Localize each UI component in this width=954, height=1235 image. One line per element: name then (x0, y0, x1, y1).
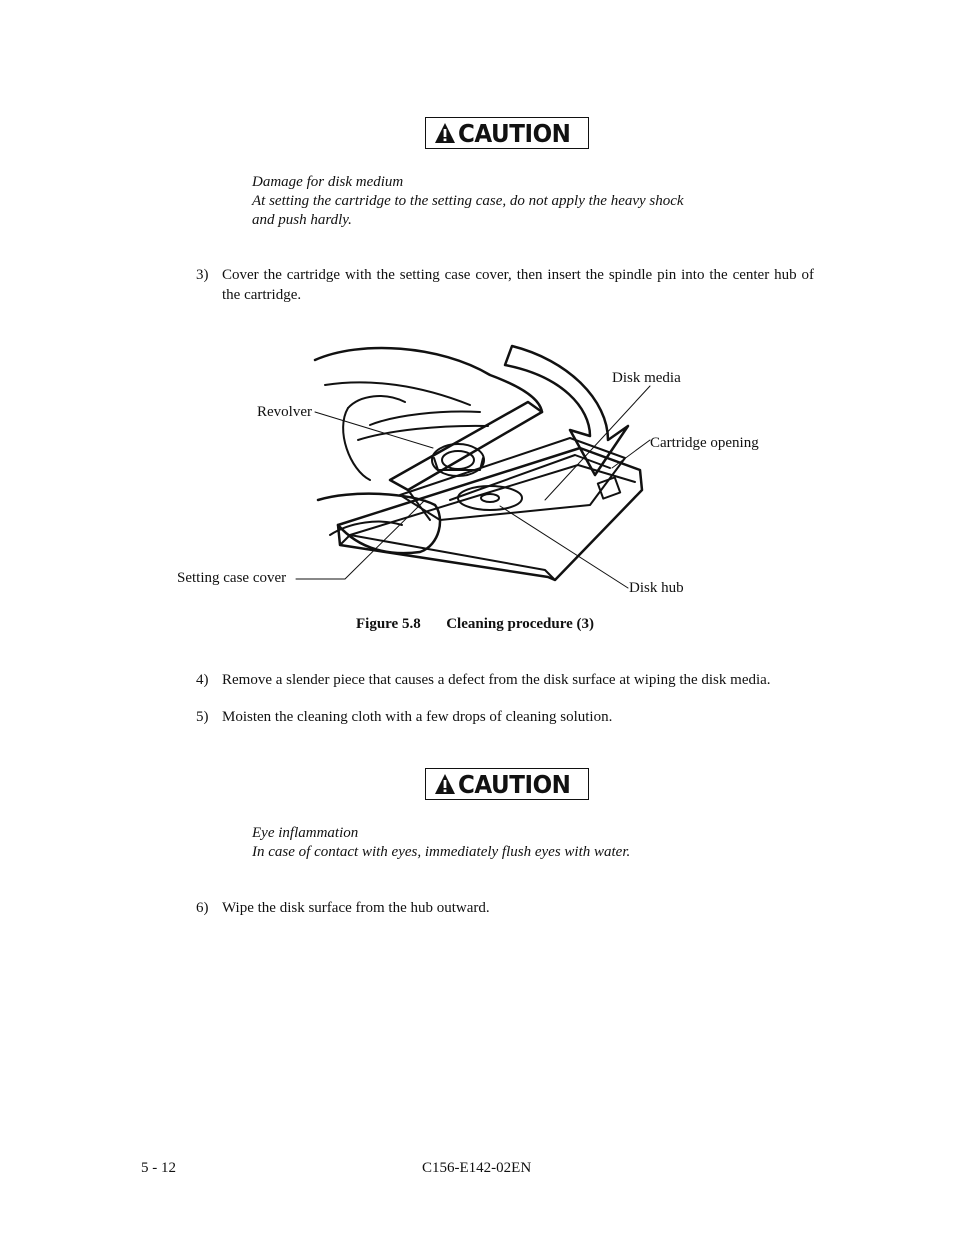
step-number: 4) (196, 672, 209, 688)
step-number: 3) (196, 267, 209, 283)
caution-title: Eye inflammation (252, 825, 359, 841)
step-number: 6) (196, 900, 209, 916)
caution-text-block (252, 173, 684, 230)
warning-triangle-icon (434, 773, 456, 795)
step-text: Moisten the cleaning cloth with a few drops of cleaning solution. (222, 709, 613, 725)
caution-text-block (252, 824, 630, 862)
step-text: Wipe the disk surface from the hub outward. (222, 900, 490, 916)
caution-label: CAUTION (457, 769, 571, 799)
page-number: 5 - 12 (141, 1160, 176, 1176)
step-4 (196, 670, 814, 690)
caution-badge (425, 768, 589, 800)
warning-triangle-icon (434, 122, 456, 144)
figure-title: Cleaning procedure (3) (446, 616, 594, 632)
figure-number: Figure 5.8 (356, 616, 421, 632)
caution-title: Damage for disk medium (252, 174, 404, 190)
figure-caption (356, 616, 594, 633)
caution-badge (425, 117, 589, 149)
caution-line: In case of contact with eyes, immediately flush eyes with water. (252, 844, 631, 860)
step-text: Cover the cartridge with the setting case cover, then insert the spindle pin into the center hub of the cartridge. (222, 267, 814, 303)
caution-line: and push hardly. (252, 212, 352, 228)
label-disk-media: Disk media (612, 370, 681, 386)
document-code: C156-E142-02EN (422, 1160, 532, 1176)
step-number: 5) (196, 709, 209, 725)
step-text: Remove a slender piece that causes a defect from the disk surface at wiping the disk media. (222, 672, 771, 688)
caution-line: At setting the cartridge to the setting case, do not apply the heavy shock (252, 193, 684, 209)
label-disk-hub: Disk hub (629, 580, 684, 596)
caution-label: CAUTION (457, 118, 571, 148)
label-setting-case-cover: Setting case cover (177, 570, 287, 586)
label-revolver: Revolver (257, 404, 312, 420)
label-cartridge-opening: Cartridge opening (650, 435, 759, 451)
step-6 (196, 898, 814, 918)
step-3 (196, 265, 814, 305)
step-5 (196, 707, 814, 727)
